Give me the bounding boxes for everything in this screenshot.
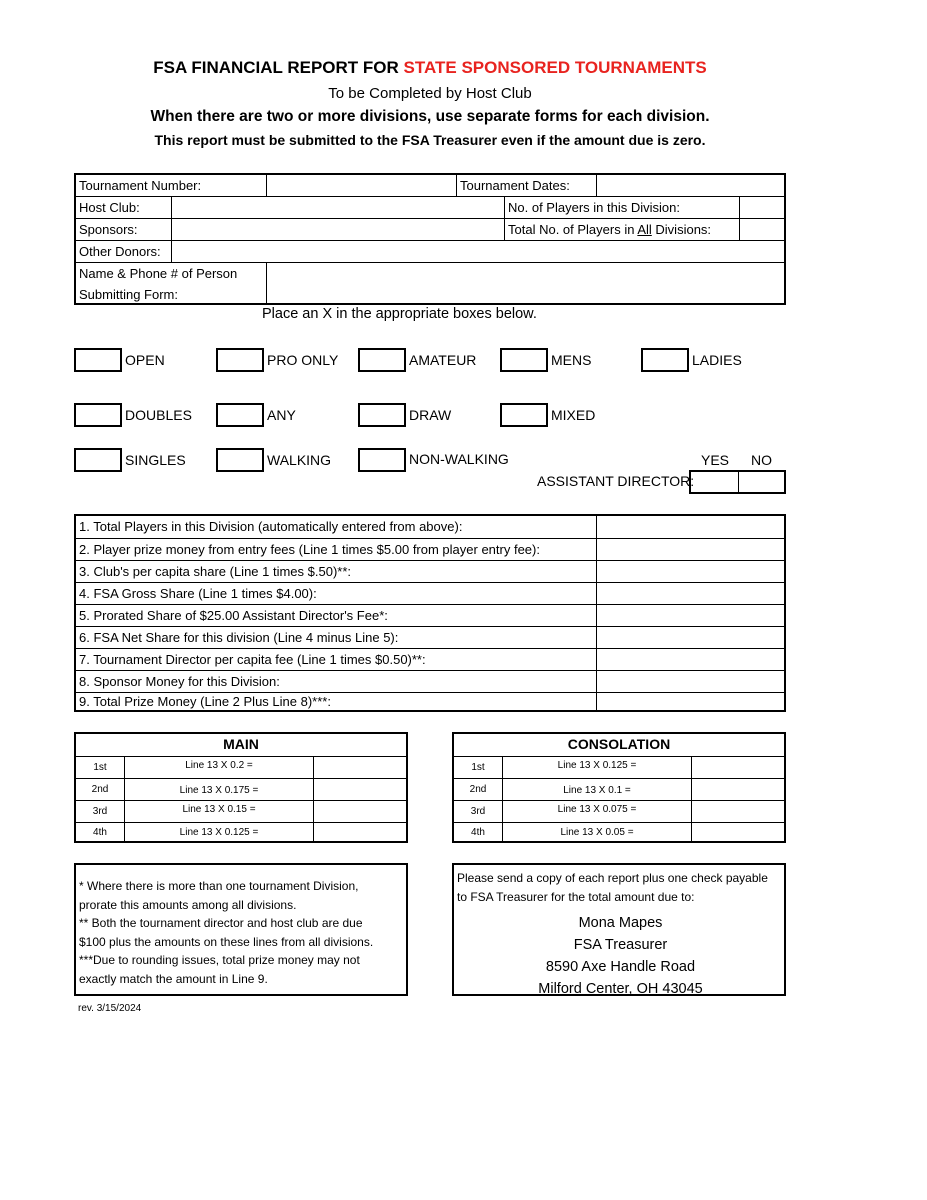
- note-line-5: ***Due to rounding issues, total prize money may not: [79, 953, 360, 967]
- any-checkbox[interactable]: [216, 403, 264, 427]
- ladies-label: LADIES: [692, 352, 742, 368]
- title-black: FSA FINANCIAL REPORT FOR: [153, 58, 399, 77]
- assistant-yes-box[interactable]: [691, 472, 738, 492]
- send-line-1: Please send a copy of each report plus one check payable: [457, 871, 768, 885]
- amateur-checkbox[interactable]: [358, 348, 406, 372]
- open-checkbox[interactable]: [74, 348, 122, 372]
- main-title: MAIN: [223, 736, 259, 752]
- consolation-amount-3[interactable]: [691, 800, 784, 822]
- line-3-field[interactable]: [596, 560, 784, 582]
- note-line-3: ** Both the tournament director and host club are due: [79, 916, 363, 930]
- title-red: STATE SPONSORED TOURNAMENTS: [403, 58, 707, 77]
- main-place-2: 2nd: [76, 778, 124, 800]
- mixed-checkbox[interactable]: [500, 403, 548, 427]
- main-amount-4[interactable]: [313, 822, 406, 841]
- main-amount-1[interactable]: [313, 756, 406, 778]
- subtitle: To be Completed by Host Club: [328, 85, 532, 102]
- consolation-place-1: 1st: [454, 756, 502, 778]
- total-players-label: [504, 218, 739, 240]
- mens-checkbox[interactable]: [500, 348, 548, 372]
- doubles-checkbox[interactable]: [74, 403, 122, 427]
- consolation-prize-table: [452, 732, 786, 843]
- consolation-place-4: 4th: [454, 822, 502, 841]
- consolation-title: CONSOLATION: [567, 736, 671, 752]
- consolation-formula-2: Line 13 X 0.1 =: [502, 778, 691, 800]
- non-walking-label: NON-WALKING: [409, 451, 509, 467]
- line-4-field[interactable]: [596, 582, 784, 604]
- line-6-field[interactable]: [596, 626, 784, 648]
- mixed-label: MIXED: [551, 407, 596, 423]
- submission-notice: This report must be submitted to the FSA Treasurer even if the amount due is zero.: [154, 132, 706, 148]
- line-2-label: 2. Player prize money from entry fees (Line 1 times $5.00 from player entry fee):: [76, 538, 596, 560]
- place-x-instruction: Place an X in the appropriate boxes below.: [262, 306, 537, 322]
- pro-only-label: PRO ONLY: [267, 352, 339, 368]
- players-division-field[interactable]: [739, 196, 784, 218]
- line-7-label: 7. Tournament Director per capita fee (Line 1 times $0.50)**:: [76, 648, 596, 670]
- pro-only-checkbox[interactable]: [216, 348, 264, 372]
- division-instruction: When there are two or more divisions, use separate forms for each division.: [150, 108, 710, 125]
- send-line-2: to FSA Treasurer for the total amount due to:: [457, 889, 695, 904]
- financial-lines-table: [74, 514, 786, 712]
- amateur-label: AMATEUR: [409, 352, 477, 368]
- submitter-field[interactable]: [266, 262, 784, 303]
- total-players-all: All: [637, 222, 652, 237]
- submitter-label-line2: Submitting Form:: [79, 287, 178, 302]
- doubles-label: DOUBLES: [125, 407, 192, 423]
- treasurer-name: Mona Mapes: [578, 915, 663, 931]
- treasurer-street: 8590 Axe Handle Road: [545, 959, 696, 975]
- line-7-field[interactable]: [596, 648, 784, 670]
- send-address-box: [452, 863, 786, 996]
- singles-checkbox[interactable]: [74, 448, 122, 472]
- sponsors-label: Sponsors:: [76, 218, 171, 240]
- line-6-label: 6. FSA Net Share for this division (Line 4 minus Line 5):: [76, 626, 596, 648]
- host-club-label: Host Club:: [76, 196, 171, 218]
- consolation-formula-4: Line 13 X 0.05 =: [502, 822, 691, 841]
- main-amount-2[interactable]: [313, 778, 406, 800]
- main-formula-1: Line 13 X 0.2 =: [124, 756, 313, 778]
- tournament-info-table: [74, 173, 786, 305]
- assistant-no-box[interactable]: [738, 472, 785, 492]
- main-prize-table: [74, 732, 408, 843]
- yes-label: YES: [701, 452, 730, 468]
- sponsors-field[interactable]: [171, 218, 504, 240]
- line-8-label: 8. Sponsor Money for this Division:: [76, 670, 596, 692]
- note-line-2: prorate this amounts among all divisions.: [79, 897, 297, 912]
- note-line-1: * Where there is more than one tournament Division,: [79, 879, 359, 893]
- consolation-amount-2[interactable]: [691, 778, 784, 800]
- main-place-4: 4th: [76, 822, 124, 841]
- line-1-label: 1. Total Players in this Division (automatically entered from above):: [79, 519, 463, 534]
- submitter-label-line1: Name & Phone # of Person: [79, 266, 238, 281]
- consolation-amount-1[interactable]: [691, 756, 784, 778]
- host-club-field[interactable]: [171, 196, 504, 218]
- note-line-6: exactly match the amount in Line 9.: [79, 971, 268, 986]
- draw-checkbox[interactable]: [358, 403, 406, 427]
- consolation-place-2: 2nd: [454, 778, 502, 800]
- singles-label: SINGLES: [125, 452, 186, 468]
- main-place-3: 3rd: [76, 800, 124, 822]
- other-donors-field[interactable]: [171, 240, 784, 262]
- line-3-label: 3. Club's per capita share (Line 1 times $.50)**:: [76, 560, 596, 582]
- main-formula-3: Line 13 X 0.15 =: [124, 800, 313, 822]
- tournament-dates-field[interactable]: [596, 175, 784, 197]
- walking-label: WALKING: [267, 452, 332, 468]
- walking-checkbox[interactable]: [216, 448, 264, 472]
- tournament-dates-label: Tournament Dates:: [456, 175, 596, 197]
- other-donors-label: Other Donors:: [76, 240, 171, 262]
- line-9-field[interactable]: [596, 692, 784, 710]
- treasurer-role: FSA Treasurer: [573, 937, 668, 953]
- draw-label: DRAW: [409, 407, 452, 423]
- line-9-label: 9. Total Prize Money (Line 2 Plus Line 8)***:: [76, 692, 596, 710]
- ladies-checkbox[interactable]: [641, 348, 689, 372]
- assistant-director-label: ASSISTANT DIRECTOR:: [537, 473, 695, 489]
- main-formula-4: Line 13 X 0.125 =: [124, 822, 313, 841]
- consolation-formula-3: Line 13 X 0.075 =: [502, 800, 691, 822]
- total-players-post: Divisions:: [651, 222, 712, 237]
- main-amount-3[interactable]: [313, 800, 406, 822]
- main-formula-2: Line 13 X 0.175 =: [124, 778, 313, 800]
- line-5-label: 5. Prorated Share of $25.00 Assistant Director's Fee*:: [76, 604, 596, 626]
- no-label: NO: [751, 452, 772, 468]
- consolation-amount-4[interactable]: [691, 822, 784, 841]
- line-2-field[interactable]: [596, 538, 784, 560]
- non-walking-checkbox[interactable]: [358, 448, 406, 472]
- tournament-number-label: Tournament Number:: [79, 178, 202, 193]
- main-place-1: 1st: [76, 756, 124, 778]
- mens-label: MENS: [551, 352, 592, 368]
- submitter-label: [76, 262, 266, 303]
- consolation-place-3: 3rd: [454, 800, 502, 822]
- treasurer-city: Milford Center, OH 43045: [538, 981, 703, 997]
- assistant-director-boxes: [689, 470, 786, 494]
- line-4-label: 4. FSA Gross Share (Line 1 times $4.00):: [76, 582, 596, 604]
- open-label: OPEN: [125, 352, 165, 368]
- revision-date: rev. 3/15/2024: [78, 1003, 142, 1014]
- total-players-field[interactable]: [739, 218, 784, 240]
- players-division-label: No. of Players in this Division:: [504, 196, 739, 218]
- page-title: [0, 58, 860, 78]
- footnotes-box: [74, 863, 408, 996]
- line-5-field[interactable]: [596, 604, 784, 626]
- line-1-field[interactable]: [596, 516, 784, 538]
- any-label: ANY: [267, 407, 296, 423]
- line-8-field[interactable]: [596, 670, 784, 692]
- consolation-formula-1: Line 13 X 0.125 =: [502, 756, 691, 778]
- total-players-pre: Total No. of Players in: [508, 222, 638, 237]
- note-line-4: $100 plus the amounts on these lines from all divisions.: [79, 934, 374, 949]
- tournament-number-field[interactable]: [266, 175, 456, 197]
